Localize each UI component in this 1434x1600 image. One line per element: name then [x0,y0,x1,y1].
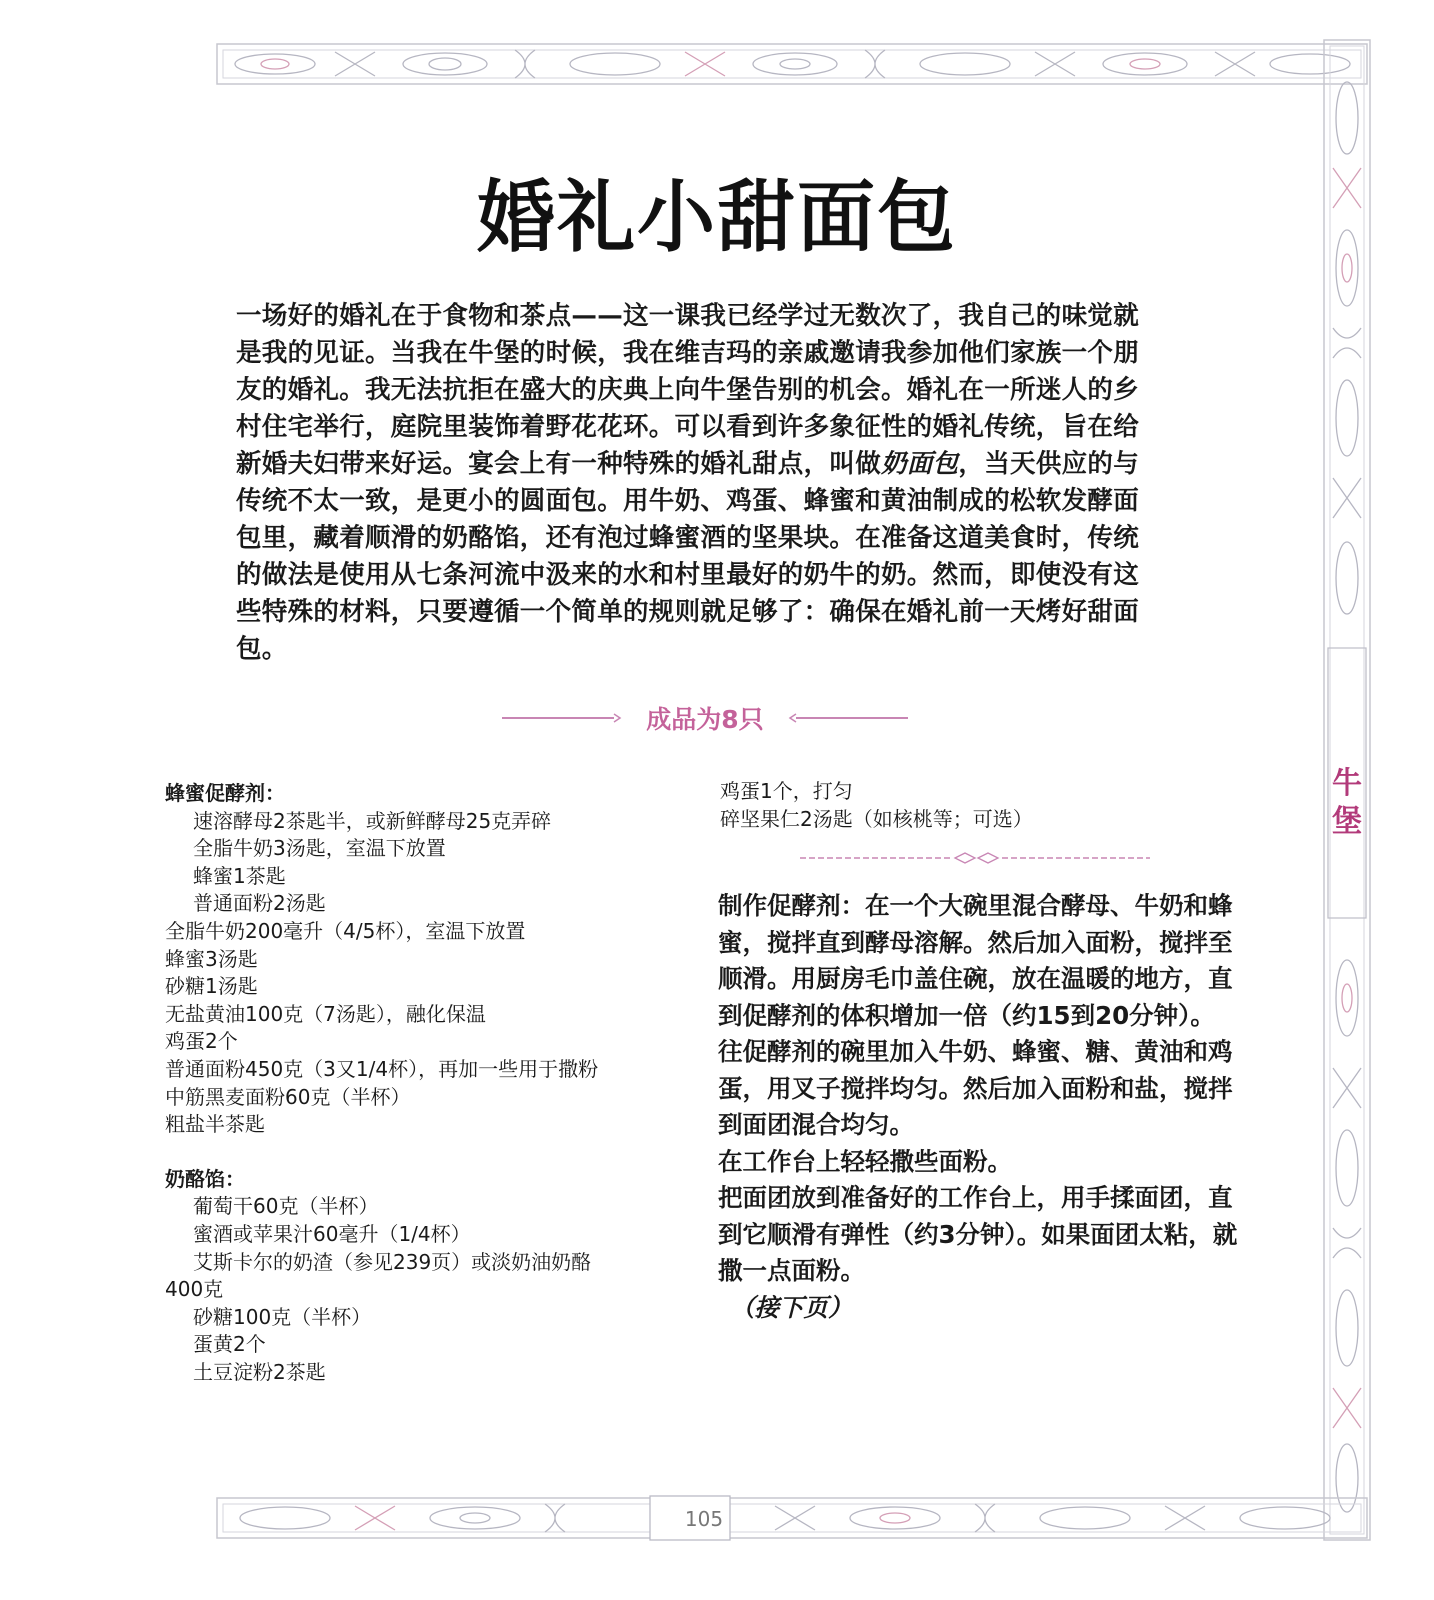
list-item: 无盐黄油100克（7汤匙），融化保温 [165,1001,486,1026]
list-item: 全脂牛奶3汤匙，室温下放置 [193,836,446,861]
method-lead: 制作促酵剂： [718,891,865,920]
intro-paragraph [236,298,1156,668]
page-number: 105 [684,1507,724,1531]
list-item: 砂糖1汤匙 [165,974,258,999]
method-step: 把面团放到准备好的工作台上，用手揉面团，直到它顺滑有弹性（约3分钟）。如果面团太粘，就撒一点面粉。 [718,1183,1238,1285]
list-item: 全脂牛奶200毫升（4/5杯），室温下放置 [165,918,526,943]
list-item: 砂糖100克（半杯） [193,1304,372,1329]
starter-heading: 蜂蜜促酵剂： [165,781,285,805]
list-item: 鸡蛋1个，打匀 [720,779,853,803]
ingredients-list-continued [720,778,1240,833]
ingredients-list [165,780,685,1386]
chapter-tab: 牛堡 [1332,766,1362,839]
method-steps [718,888,1238,1326]
list-item: 葡萄干60克（半杯） [193,1194,379,1219]
list-item: 粗盐半茶匙 [165,1112,265,1137]
filling-heading: 奶酪馅： [165,1166,245,1191]
list-item: 蜜酒或苹果汁60毫升（1/4杯） [193,1221,471,1246]
yield-label: 成品为8只 [646,705,764,734]
list-item: 鸡蛋2个 [165,1029,238,1054]
list-item: 碎坚果仁2汤匙（如核桃等；可选） [720,806,1033,831]
method-step [718,888,1238,1034]
intro-text-2: ，当天供应的与传统不太一致，是更小的圆面包。用牛奶、鸡蛋、蜂蜜和黄油制成的松软发酵面包里，藏着顺滑的奶酪馅，还有泡过蜂蜜酒的坚果块。在准备这道美食时，传统的做法是使用从七条河流中汲来的水和村里最好的奶牛的奶。然而，即使没有这些特殊的材料，只要遵循一个简单的规则就足够了：确保在婚礼前一天烤好甜面包。 [236,449,1140,664]
recipe-title: 婚礼小甜面包 [476,173,957,263]
method-text: 在一个大碗里混合酵母、牛奶和蜂蜜，搅拌直到酵母溶解。然后加入面粉，搅拌至顺滑。用厨房毛巾盖住碗，放在温暖的地方，直到促酵剂的体积增加一倍（约15到20分钟）。 [718,891,1233,1030]
list-item: 速溶酵母2茶匙半，或新鲜酵母25克弄碎 [193,808,552,833]
intro-italic-term: 奶面包 [881,449,959,479]
yield-rule-left [502,712,622,724]
list-item: 普通面粉2汤匙 [193,891,326,916]
list-item: 艾斯卡尔的奶渣（参见239页）或淡奶油奶酪 [193,1249,592,1274]
intro-text-1: 一场好的婚礼在于食物和茶点——这一课我已经学过无数次了，我自己的味觉就是我的见证。当我在牛堡的时候，我在维吉玛的亲戚邀请我参加他们家族一个朋友的婚礼。我无法抗拒在盛大的庆典上向牛堡告别的机会。婚礼在一所迷人的乡村住宅举行，庭院里装饰着野花花环。可以看到许多象征性的婚礼传统，旨在给新婚夫妇带来好运。宴会上有一种特殊的婚礼甜点，叫做 [236,301,1140,479]
list-item: 中筋黑麦面粉60克（半杯） [165,1084,411,1109]
ornamental-border-bottom [215,1492,1370,1544]
yield-row [470,698,940,738]
yield-rule-right [788,712,908,724]
list-item: 蜂蜜1茶匙 [193,863,286,888]
ornamental-border-top [215,38,1370,90]
method-step: 在工作台上轻轻撒些面粉。 [718,1146,1012,1176]
continued-note: （接下页） [730,1292,853,1322]
list-item: 蜂蜜3汤匙 [165,946,258,971]
section-divider [800,850,1150,866]
list-item: 蛋黄2个 [193,1332,266,1357]
list-item-wrap: 400克 [165,1277,224,1302]
list-item: 普通面粉450克（3又1/4杯），再加一些用于撒粉 [165,1056,599,1081]
list-item: 土豆淀粉2茶匙 [193,1359,326,1384]
method-step: 往促酵剂的碗里加入牛奶、蜂蜜、糖、黄油和鸡蛋，用叉子搅拌均匀。然后加入面粉和盐，搅拌到面团混合均匀。 [718,1037,1233,1139]
